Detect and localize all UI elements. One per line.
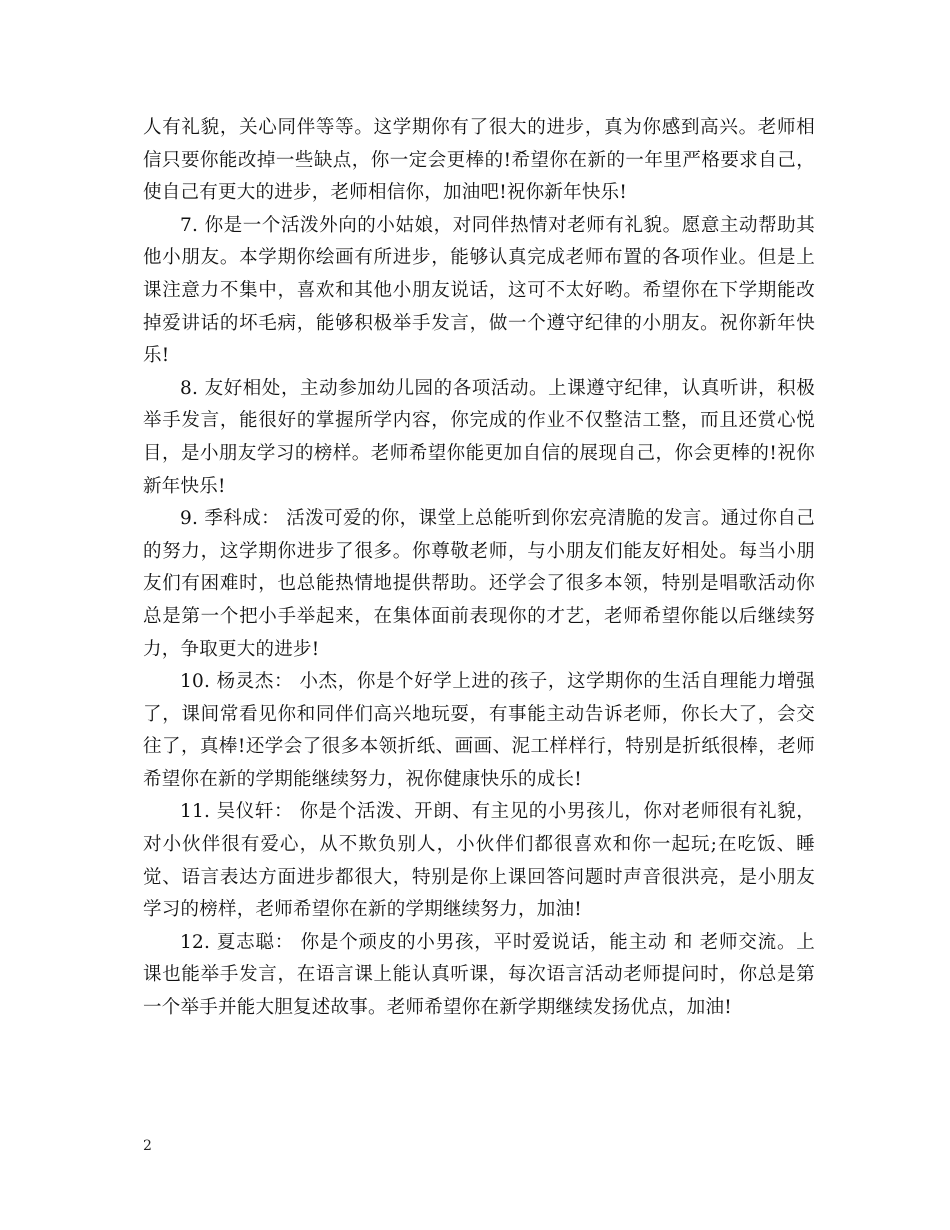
paragraph-item-12: 12. 夏志聪： 你是个顽皮的小男孩，平时爱说话，能主动 和 老师交流。上课也能举手发言，在语言课上能认真听课，每次语言活动老师提问时，你总是第一个举手并能大胆复述故事。老师希望你在新学期继续发扬优点，加油! <box>143 931 815 1019</box>
paragraph-item-7: 7. 你是一个活泼外向的小姑娘，对同伴热情对老师有礼貌。愿意主动帮助其他小朋友。本学期你绘画有所进步，能够认真完成老师布置的各项作业。但是上课注意力不集中，喜欢和其他小朋友说话，这可不太好哟。希望你在下学期能改掉爱讲话的坏毛病，能够积极举手发言，做一个遵守纪律的小朋友。祝你新年快乐! <box>143 214 815 367</box>
paragraph-item-11: 11. 吴仪轩： 你是个活泼、开朗、有主见的小男孩儿，你对老师很有礼貌，对小伙伴很有爱心，从不欺负别人，小伙伴们都很喜欢和你一起玩;在吃饭、睡觉、语言表达方面进步都很大，特别是你上课回答问题时声音很洪亮，是小朋友学习的榜样，老师希望你在新的学期继续努力，加油! <box>143 801 815 921</box>
page-number: 2 <box>143 1138 152 1154</box>
paragraph-item-8: 8. 友好相处，主动参加幼儿园的各项活动。上课遵守纪律，认真听讲，积极举手发言，能很好的掌握所学内容，你完成的作业不仅整洁工整，而且还赏心悦目，是小朋友学习的榜样。老师希望你能更加自信的展现自己，你会更棒的!祝你新年快乐! <box>143 377 815 497</box>
paragraph-continuation: 人有礼貌，关心同伴等等。这学期你有了很大的进步，真为你感到高兴。老师相信只要你能改掉一些缺点，你一定会更棒的!希望你在新的一年里严格要求自己，使自己有更大的进步，老师相信你，加油吧!祝你新年快乐! <box>143 117 815 204</box>
document-body <box>143 112 815 1025</box>
paragraph-item-9: 9. 季科成： 活泼可爱的你，课堂上总能听到你宏亮清脆的发言。通过你自己的努力，这学期你进步了很多。你尊敬老师，与小朋友们能友好相处。每当小朋友们有困难时，也总能热情地提供帮助。还学会了很多本领，特别是唱歌活动你总是第一个把小手举起来，在集体面前表现你的才艺，老师希望你能以后继续努力，争取更大的进步! <box>143 508 815 660</box>
paragraph-item-10: 10. 杨灵杰： 小杰，你是个好学上进的孩子，这学期你的生活自理能力增强了，课间常看见你和同伴们高兴地玩耍，有事能主动告诉老师，你长大了，会交往了，真棒!还学会了很多本领折纸、画画、泥工样样行，特别是折纸很棒，老师希望你在新的学期能继续努力，祝你健康快乐的成长! <box>143 671 815 790</box>
